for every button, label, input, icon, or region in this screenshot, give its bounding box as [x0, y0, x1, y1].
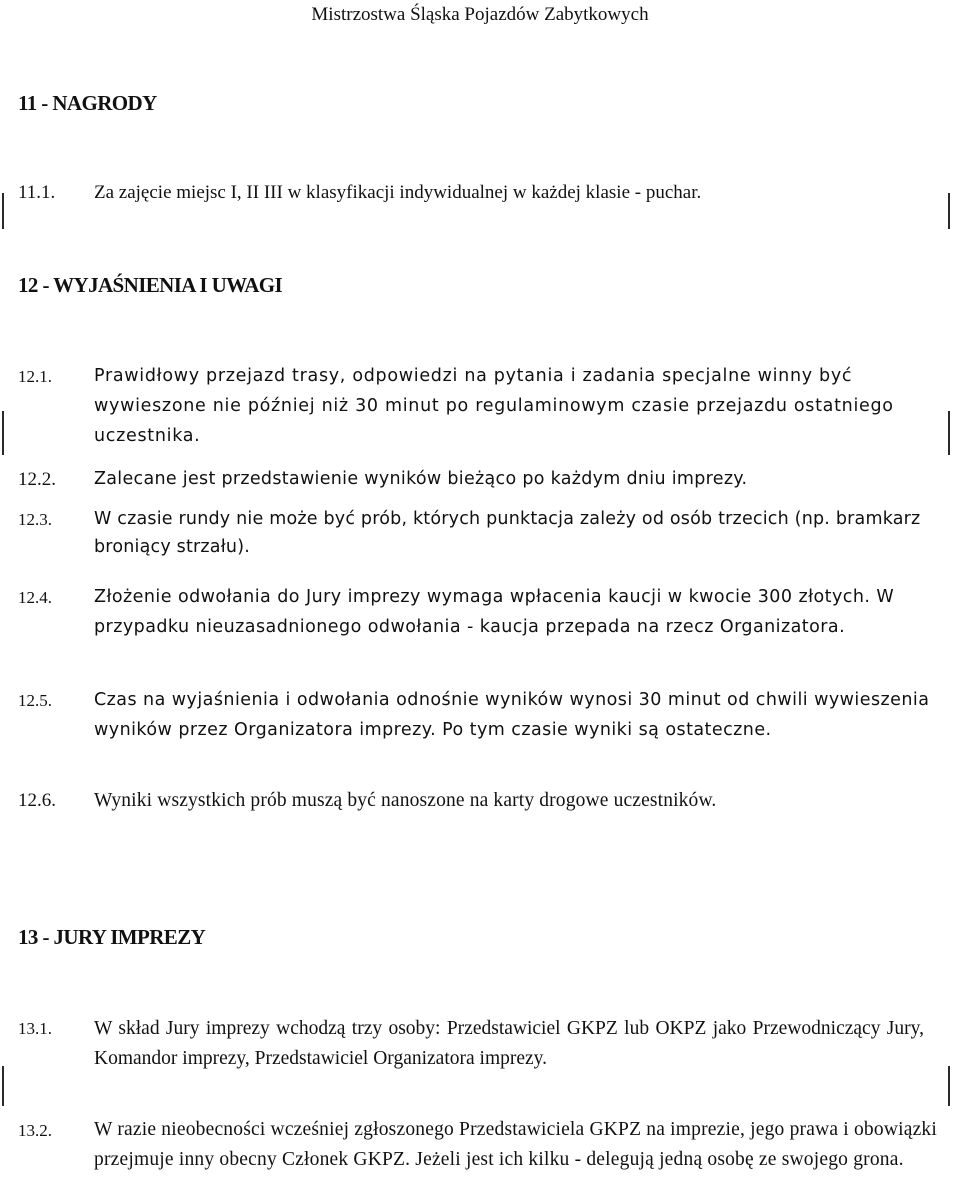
section-heading-11: 11 - NAGRODY [18, 91, 157, 115]
change-bar-right [948, 1066, 950, 1106]
section-heading-12: 12 - WYJAŚNIENIA I UWAGI [18, 273, 283, 297]
paragraph-text: W skład Jury imprezy wchodzą trzy osoby: Przedstawiciel GKPZ lub OKPZ jako Przewodniczący Jury, Komandor imprezy, Przedstawiciel Organizatora imprezy. [94, 1018, 924, 1069]
section-heading-13: 13 - JURY IMPREZY [18, 925, 206, 949]
paragraph-text: Zalecane jest przedstawienie wyników bieżąco po każdym dniu imprezy. [94, 469, 748, 489]
paragraph-text: W czasie rundy nie może być prób, których punktacja zależy od osób trzecich (np. bramkarz broniący strzału). [94, 509, 921, 557]
paragraph-text: W razie nieobecności wcześniej zgłoszonego Przedstawiciela GKPZ na imprezie, jego prawa i obowiązki przejmuje inny obecny Członek GKPZ. Jeżeli jest ich kilku - delegują jedną osobę ze swojego grona. [94, 1119, 937, 1170]
page-header-title: Mistrzostwa Śląska Pojazdów Zabytkowych [311, 4, 649, 25]
paragraph-number: 13.1. [18, 1019, 52, 1038]
paragraph-number: 11.1. [18, 182, 56, 203]
change-bar-left [2, 411, 4, 455]
paragraph-text: Wyniki wszystkich prób muszą być nanoszone na karty drogowe uczestników. [94, 790, 717, 811]
paragraph-number: 12.3. [18, 510, 52, 529]
paragraph-text: Czas na wyjaśnienia i odwołania odnośnie wyników wynosi 30 minut od chwili wywieszenia wyników przez Organizatora imprezy. Po tym czasie wyniki są ostateczne. [94, 690, 930, 740]
paragraph-text: Prawidłowy przejazd trasy, odpowiedzi na pytania i zadania specjalne winny być wywieszone nie później niż 30 minut po regulaminowym czasie przejazdu ostatniego uczestnika. [94, 366, 894, 446]
change-bar-right [948, 193, 950, 229]
change-bar-left [2, 193, 4, 229]
change-bar-right [948, 411, 950, 455]
paragraph-number: 12.4. [18, 588, 52, 607]
change-bar-left [2, 1066, 4, 1106]
paragraph-number: 12.5. [18, 691, 52, 710]
paragraph-text: Złożenie odwołania do Jury imprezy wymaga wpłacenia kaucji w kwocie 300 złotych. W przypadku nieuzasadnionego odwołania - kaucja przepada na rzecz Organizatora. [94, 587, 895, 637]
paragraph-number: 12.1. [18, 367, 52, 386]
paragraph-text: Za zajęcie miejsc I, II III w klasyfikacji indywidualnej w każdej klasie - puchar. [94, 182, 702, 203]
paragraph-number: 12.6. [18, 790, 56, 811]
paragraph-number: 13.2. [18, 1121, 52, 1140]
paragraph-number: 12.2. [18, 469, 56, 490]
